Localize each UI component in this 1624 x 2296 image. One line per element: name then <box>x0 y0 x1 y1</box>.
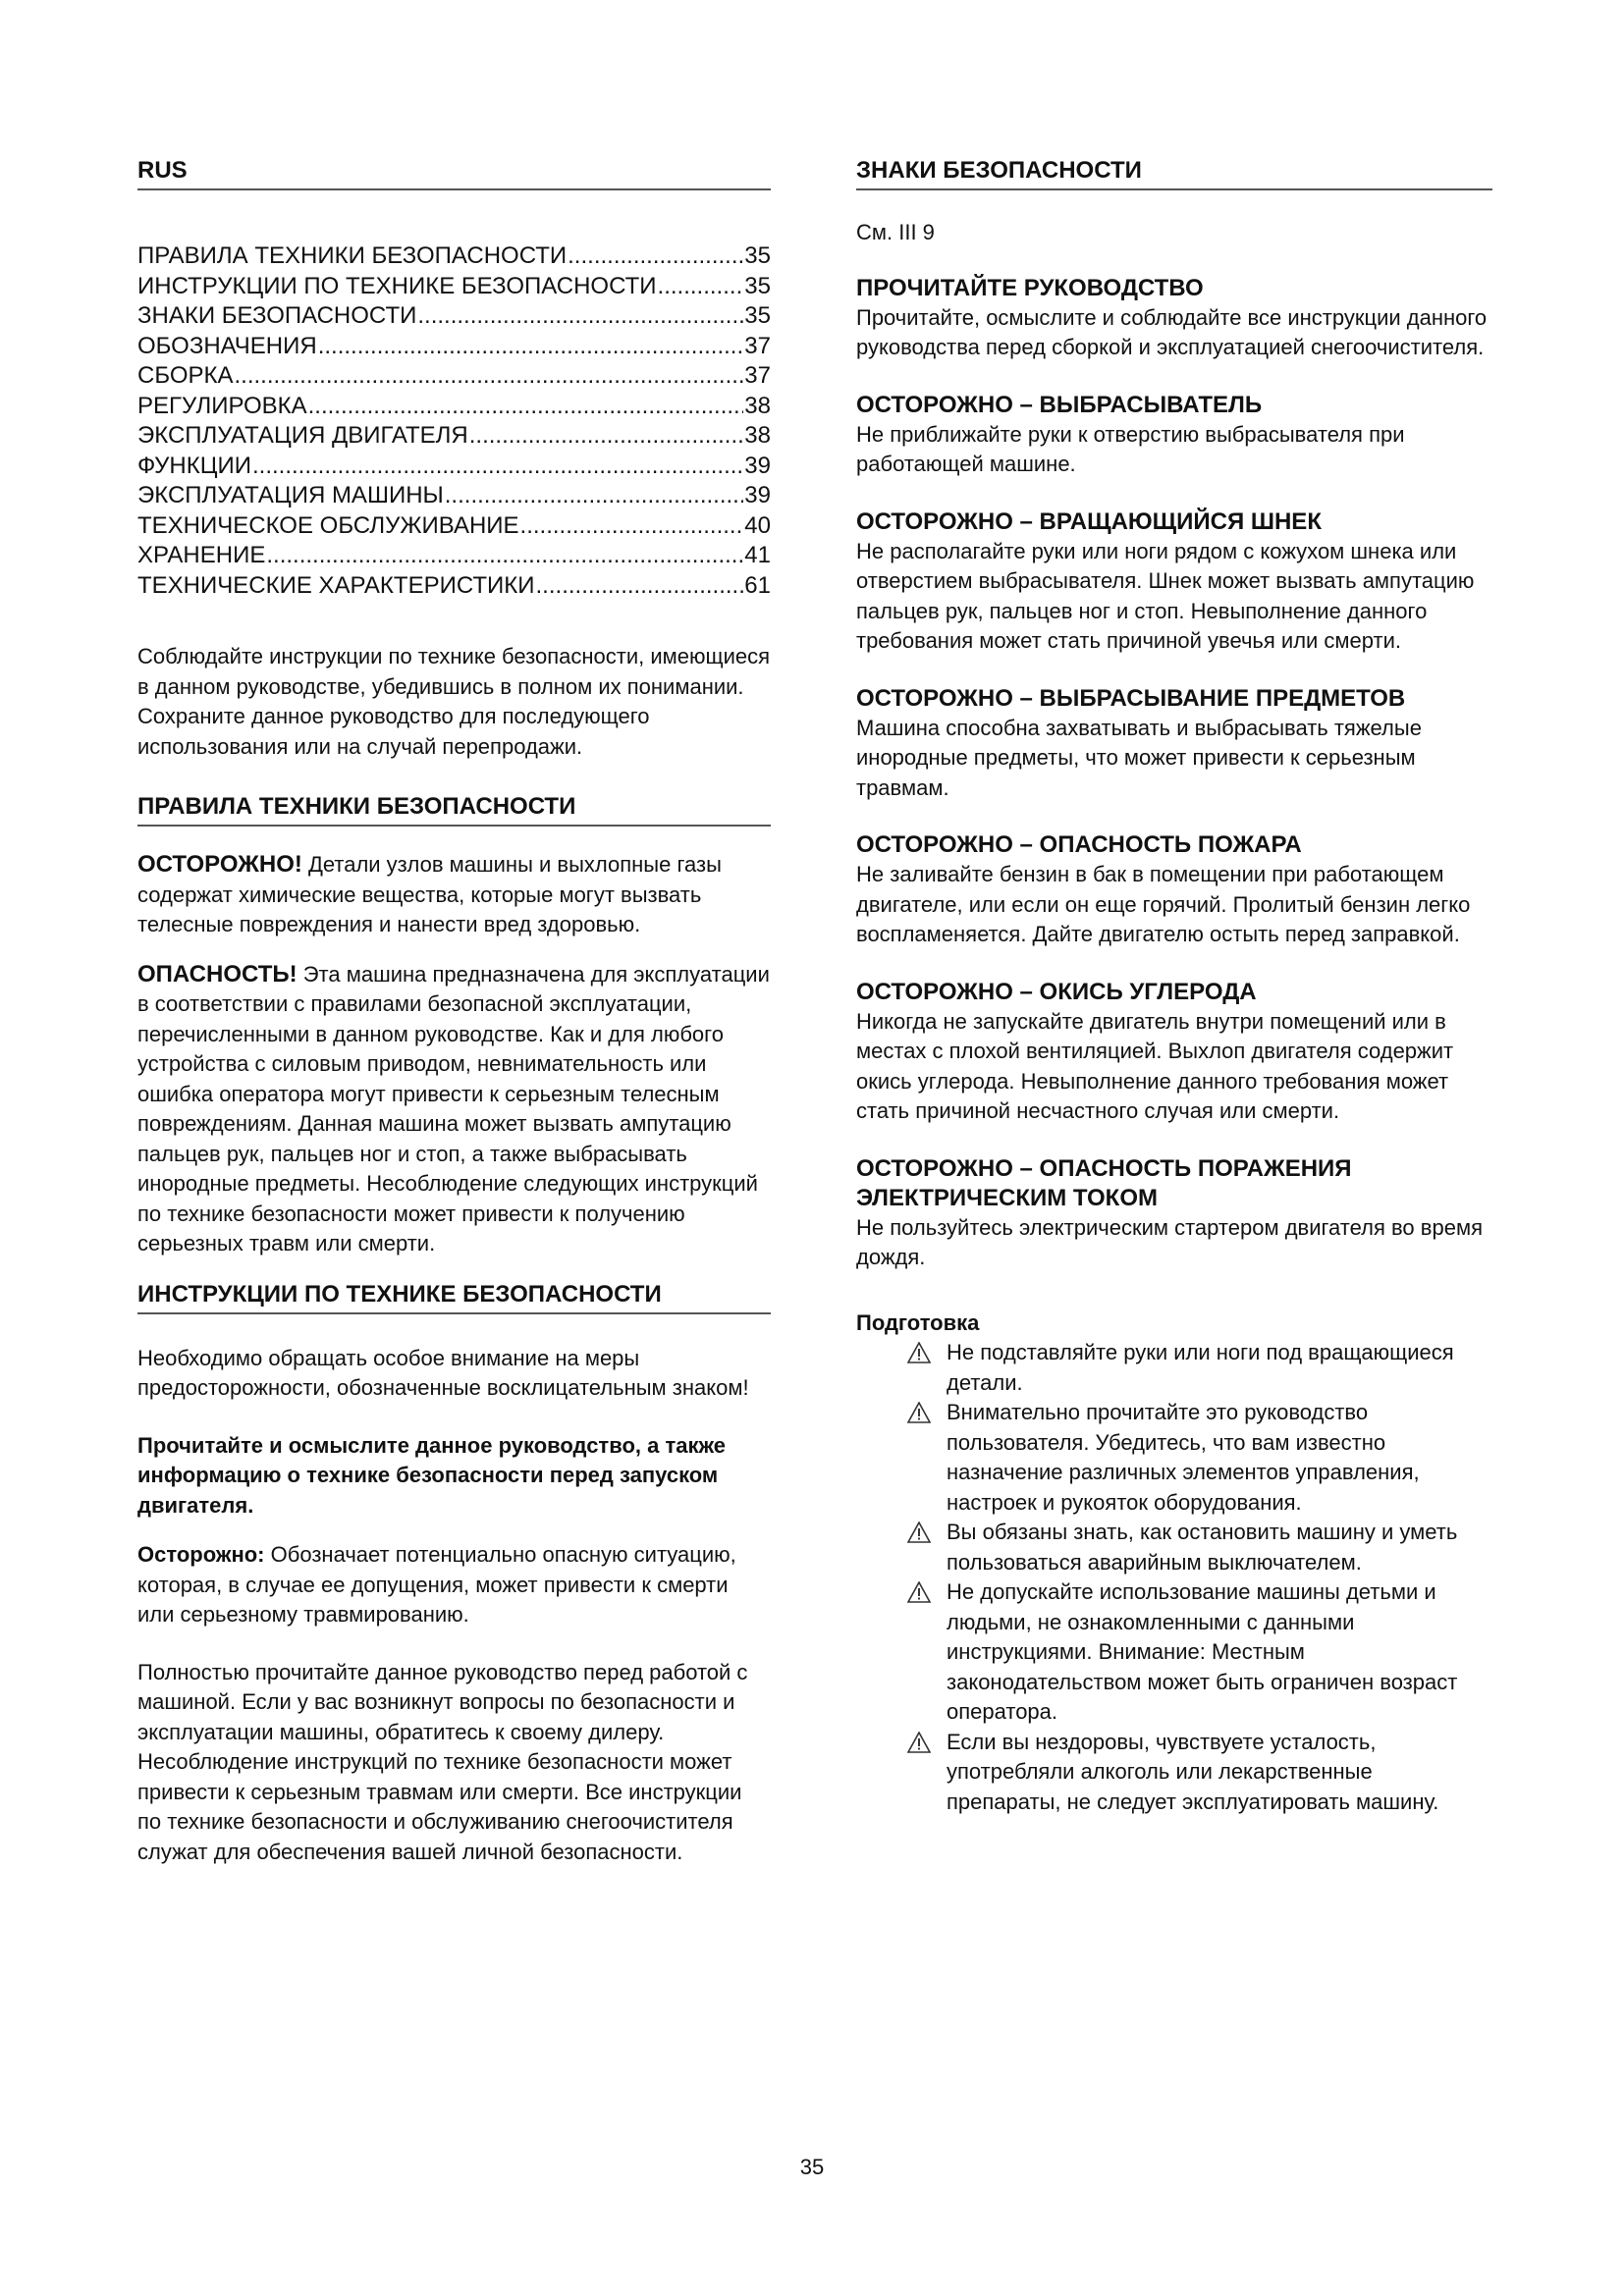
toc-title: ХРАНЕНИЕ <box>137 542 266 568</box>
toc-leader <box>469 421 744 452</box>
warning-text: Не заливайте бензин в бак в помещении при работающем двигателе, или если он еще горячий. Пролитый бензин легко воспламеняется. Дайте двигателю остыть перед заправкой. <box>856 862 1471 946</box>
warnings-list <box>856 274 1492 1273</box>
safety-signs-heading: ЗНАКИ БЕЗОПАСНОСТИ <box>856 157 1492 190</box>
toc-title: ОБОЗНАЧЕНИЯ <box>137 332 317 359</box>
warning-block <box>856 507 1492 657</box>
caution-text: Детали узлов машины и выхлопные газы содержат химические вещества, которые могут вызвать телесные повреждения и нанести вред здоровью. <box>137 852 722 936</box>
danger-label: ОПАСНОСТЬ! <box>137 960 298 988</box>
toc-title: ЭКСПЛУАТАЦИЯ ДВИГАТЕЛЯ <box>137 422 468 449</box>
left-column <box>137 157 771 1867</box>
toc-entry <box>137 272 771 302</box>
toc-title: СБОРКА <box>137 362 234 389</box>
intro-paragraph: Соблюдайте инструкции по технике безопасности, имеющиеся в данном руководстве, убедившись в полном их понимании. Сохраните данное руководство для последующего использования или на случай перепродажи. <box>137 644 771 759</box>
see-reference: См. III 9 <box>856 220 935 244</box>
attention-paragraph: Необходимо обращать особое внимание на меры предосторожности, обозначенные восклицательным знаком! <box>137 1345 749 1400</box>
table-of-contents <box>137 241 771 601</box>
preparation-item <box>907 1518 1492 1577</box>
warning-block <box>856 978 1492 1127</box>
toc-page: 40 <box>744 511 771 539</box>
toc-leader <box>520 511 744 542</box>
toc-page: 35 <box>744 242 771 269</box>
preparation-item-text: Не подставляйте руки или ноги под вращающиеся детали. <box>947 1340 1454 1395</box>
toc-entry <box>137 571 771 602</box>
full-read-paragraph: Полностью прочитайте данное руководство перед работой с машиной. Если у вас возникнут вопросы по безопасности и эксплуатации машины, обратитесь к своему дилеру. Несоблюдение инструкций по технике безопасности может привести к серьезным травмам или смерти. Все инструкции по технике безопасности и обслуживанию снегоочистителя служат для обеспечения вашей личной безопасности. <box>137 1659 748 1864</box>
preparation-item-text: Внимательно прочитайте это руководство пользователя. Убедитесь, что вам известно назначение различных элементов управления, настроек и рукояток оборудования. <box>947 1400 1420 1515</box>
warning-triangle-icon <box>907 1581 931 1603</box>
warning-text: Не приближайте руки к отверстию выбрасывателя при работающей машине. <box>856 421 1405 476</box>
toc-title: ЭКСПЛУАТАЦИЯ МАШИНЫ <box>137 482 444 508</box>
caution-label: ОСТОРОЖНО! <box>137 851 302 878</box>
toc-entry <box>137 361 771 392</box>
toc-leader <box>234 361 743 392</box>
preparation-item <box>907 1398 1492 1518</box>
danger-text: Эта машина предназначена для эксплуатации в соответствии с правилами безопасной эксплуатации, перечисленными в данном руководстве. Как и для любого устройства с силовым приводом, невнимательность или ошибка оператора могут привести к серьезным телесным повреждениям. Данная машина может вызвать ампутацию пальцев рук, пальцев ног и стоп, а также выбрасывать инородные предметы. Несоблюдение следующих инструкций по технике безопасности может привести к получению серьезных травм или смерти. <box>137 961 770 1255</box>
warning-title: ОСТОРОЖНО – ОКИСЬ УГЛЕРОДА <box>856 978 1257 1005</box>
toc-title: ПРАВИЛА ТЕХНИКИ БЕЗОПАСНОСТИ <box>137 242 568 269</box>
toc-title: ЗНАКИ БЕЗОПАСНОСТИ <box>137 302 417 329</box>
preparation-item <box>907 1728 1492 1818</box>
page-number: 35 <box>799 2155 825 2179</box>
toc-leader <box>266 541 743 571</box>
toc-entry <box>137 301 771 332</box>
preparation-item-text: Не допускайте использование машины детьми и людьми, не ознакомленными с данными инструкциями. Внимание: Местным законодательством может быть ограничен возраст оператора. <box>947 1579 1458 1724</box>
warning-paragraph <box>137 1540 771 1630</box>
preparation-item-text: Если вы нездоровы, чувствуете усталость, употребляли алкоголь или лекарственные препараты, не следует эксплуатировать машину. <box>947 1729 1439 1814</box>
toc-entry <box>137 511 771 542</box>
toc-title: ИНСТРУКЦИИ ПО ТЕХНИКЕ БЕЗОПАСНОСТИ <box>137 272 657 299</box>
toc-page: 39 <box>744 482 771 508</box>
toc-page: 35 <box>744 302 771 329</box>
language-header: RUS <box>137 157 771 190</box>
warning-title: ОСТОРОЖНО – ОПАСНОСТЬ ПОРАЖЕНИЯ ЭЛЕКТРИЧЕСКИМ ТОКОМ <box>856 1154 1352 1211</box>
toc-leader <box>308 392 744 422</box>
toc-leader <box>417 301 743 332</box>
warning-text: Обозначает потенциально опасную ситуацию, которая, в случае ее допущения, может привести к смерти или серьезному травмированию. <box>137 1542 736 1627</box>
toc-title: ТЕХНИЧЕСКОЕ ОБСЛУЖИВАНИЕ <box>137 511 519 539</box>
toc-leader <box>445 481 744 511</box>
toc-title: ФУНКЦИИ <box>137 452 251 479</box>
right-column <box>856 157 1492 1817</box>
safety-rules-heading: ПРАВИЛА ТЕХНИКИ БЕЗОПАСНОСТИ <box>137 793 771 827</box>
toc-title: РЕГУЛИРОВКА <box>137 392 307 419</box>
toc-entry <box>137 541 771 571</box>
toc-page: 38 <box>744 392 771 419</box>
warning-block <box>856 684 1492 804</box>
warning-text: Прочитайте, осмыслите и соблюдайте все инструкции данного руководства перед сборкой и эксплуатацией снегоочистителя. <box>856 304 1488 359</box>
toc-leader <box>318 332 744 362</box>
preparation-item <box>907 1577 1492 1728</box>
toc-leader <box>252 452 743 482</box>
toc-page: 61 <box>744 571 771 599</box>
toc-page: 37 <box>744 332 771 359</box>
instructions-heading: ИНСТРУКЦИИ ПО ТЕХНИКЕ БЕЗОПАСНОСТИ <box>137 1281 771 1314</box>
toc-page: 37 <box>744 362 771 389</box>
warning-label: Осторожно: <box>137 1542 265 1567</box>
preparation-heading: Подготовка <box>856 1309 980 1335</box>
toc-entry <box>137 452 771 482</box>
preparation-item-text: Вы обязаны знать, как остановить машину и уметь пользоваться аварийным выключателем. <box>947 1520 1458 1575</box>
toc-entry <box>137 392 771 422</box>
warning-triangle-icon <box>907 1732 931 1753</box>
preparation-list <box>907 1338 1492 1817</box>
preparation-item <box>907 1338 1492 1398</box>
toc-leader <box>568 241 743 272</box>
toc-page: 39 <box>744 452 771 479</box>
warning-text: Не располагайте руки или ноги рядом с кожухом шнека или отверстием выбрасывателя. Шнек может вызвать ампутацию пальцев рук, пальцев ног и стоп. Невыполнение данного требования может стать причиной увечья или смерти. <box>856 538 1475 653</box>
toc-entry <box>137 421 771 452</box>
warning-title: ПРОЧИТАЙТЕ РУКОВОДСТВО <box>856 274 1204 301</box>
toc-page: 41 <box>744 542 771 568</box>
toc-entry <box>137 481 771 511</box>
warning-block <box>856 1154 1492 1273</box>
danger-paragraph <box>137 960 771 1259</box>
warning-title: ОСТОРОЖНО – ВЫБРАСЫВАТЕЛЬ <box>856 391 1263 418</box>
toc-entry <box>137 332 771 362</box>
warning-block <box>856 274 1492 363</box>
warning-block <box>856 830 1492 950</box>
read-manual-paragraph: Прочитайте и осмыслите данное руководство, а также информацию о технике безопасности перед запуском двигателя. <box>137 1432 727 1518</box>
warning-title: ОСТОРОЖНО – ВРАЩАЮЩИЙСЯ ШНЕК <box>856 507 1322 535</box>
toc-entry <box>137 241 771 272</box>
toc-leader <box>536 571 744 602</box>
toc-title: ТЕХНИЧЕСКИЕ ХАРАКТЕРИСТИКИ <box>137 571 535 599</box>
toc-leader <box>658 272 744 302</box>
warning-triangle-icon <box>907 1342 931 1363</box>
warning-title: ОСТОРОЖНО – ВЫБРАСЫВАНИЕ ПРЕДМЕТОВ <box>856 684 1406 712</box>
warning-text: Никогда не запускайте двигатель внутри помещений или в местах с плохой вентиляцией. Выхлоп двигателя содержит окись углерода. Невыполнение данного требования может стать причиной несчастного случая или смерти. <box>856 1008 1454 1123</box>
warning-title: ОСТОРОЖНО – ОПАСНОСТЬ ПОЖАРА <box>856 831 1302 858</box>
toc-page: 35 <box>744 272 771 299</box>
warning-triangle-icon <box>907 1522 931 1543</box>
toc-page: 38 <box>744 422 771 449</box>
warning-triangle-icon <box>907 1402 931 1423</box>
warning-block <box>856 391 1492 480</box>
caution-paragraph <box>137 850 771 940</box>
warning-text: Не пользуйтесь электрическим стартером двигателя во время дождя. <box>856 1214 1483 1269</box>
warning-text: Машина способна захватывать и выбрасывать тяжелые инородные предметы, что может привести к серьезным травмам. <box>856 715 1422 800</box>
